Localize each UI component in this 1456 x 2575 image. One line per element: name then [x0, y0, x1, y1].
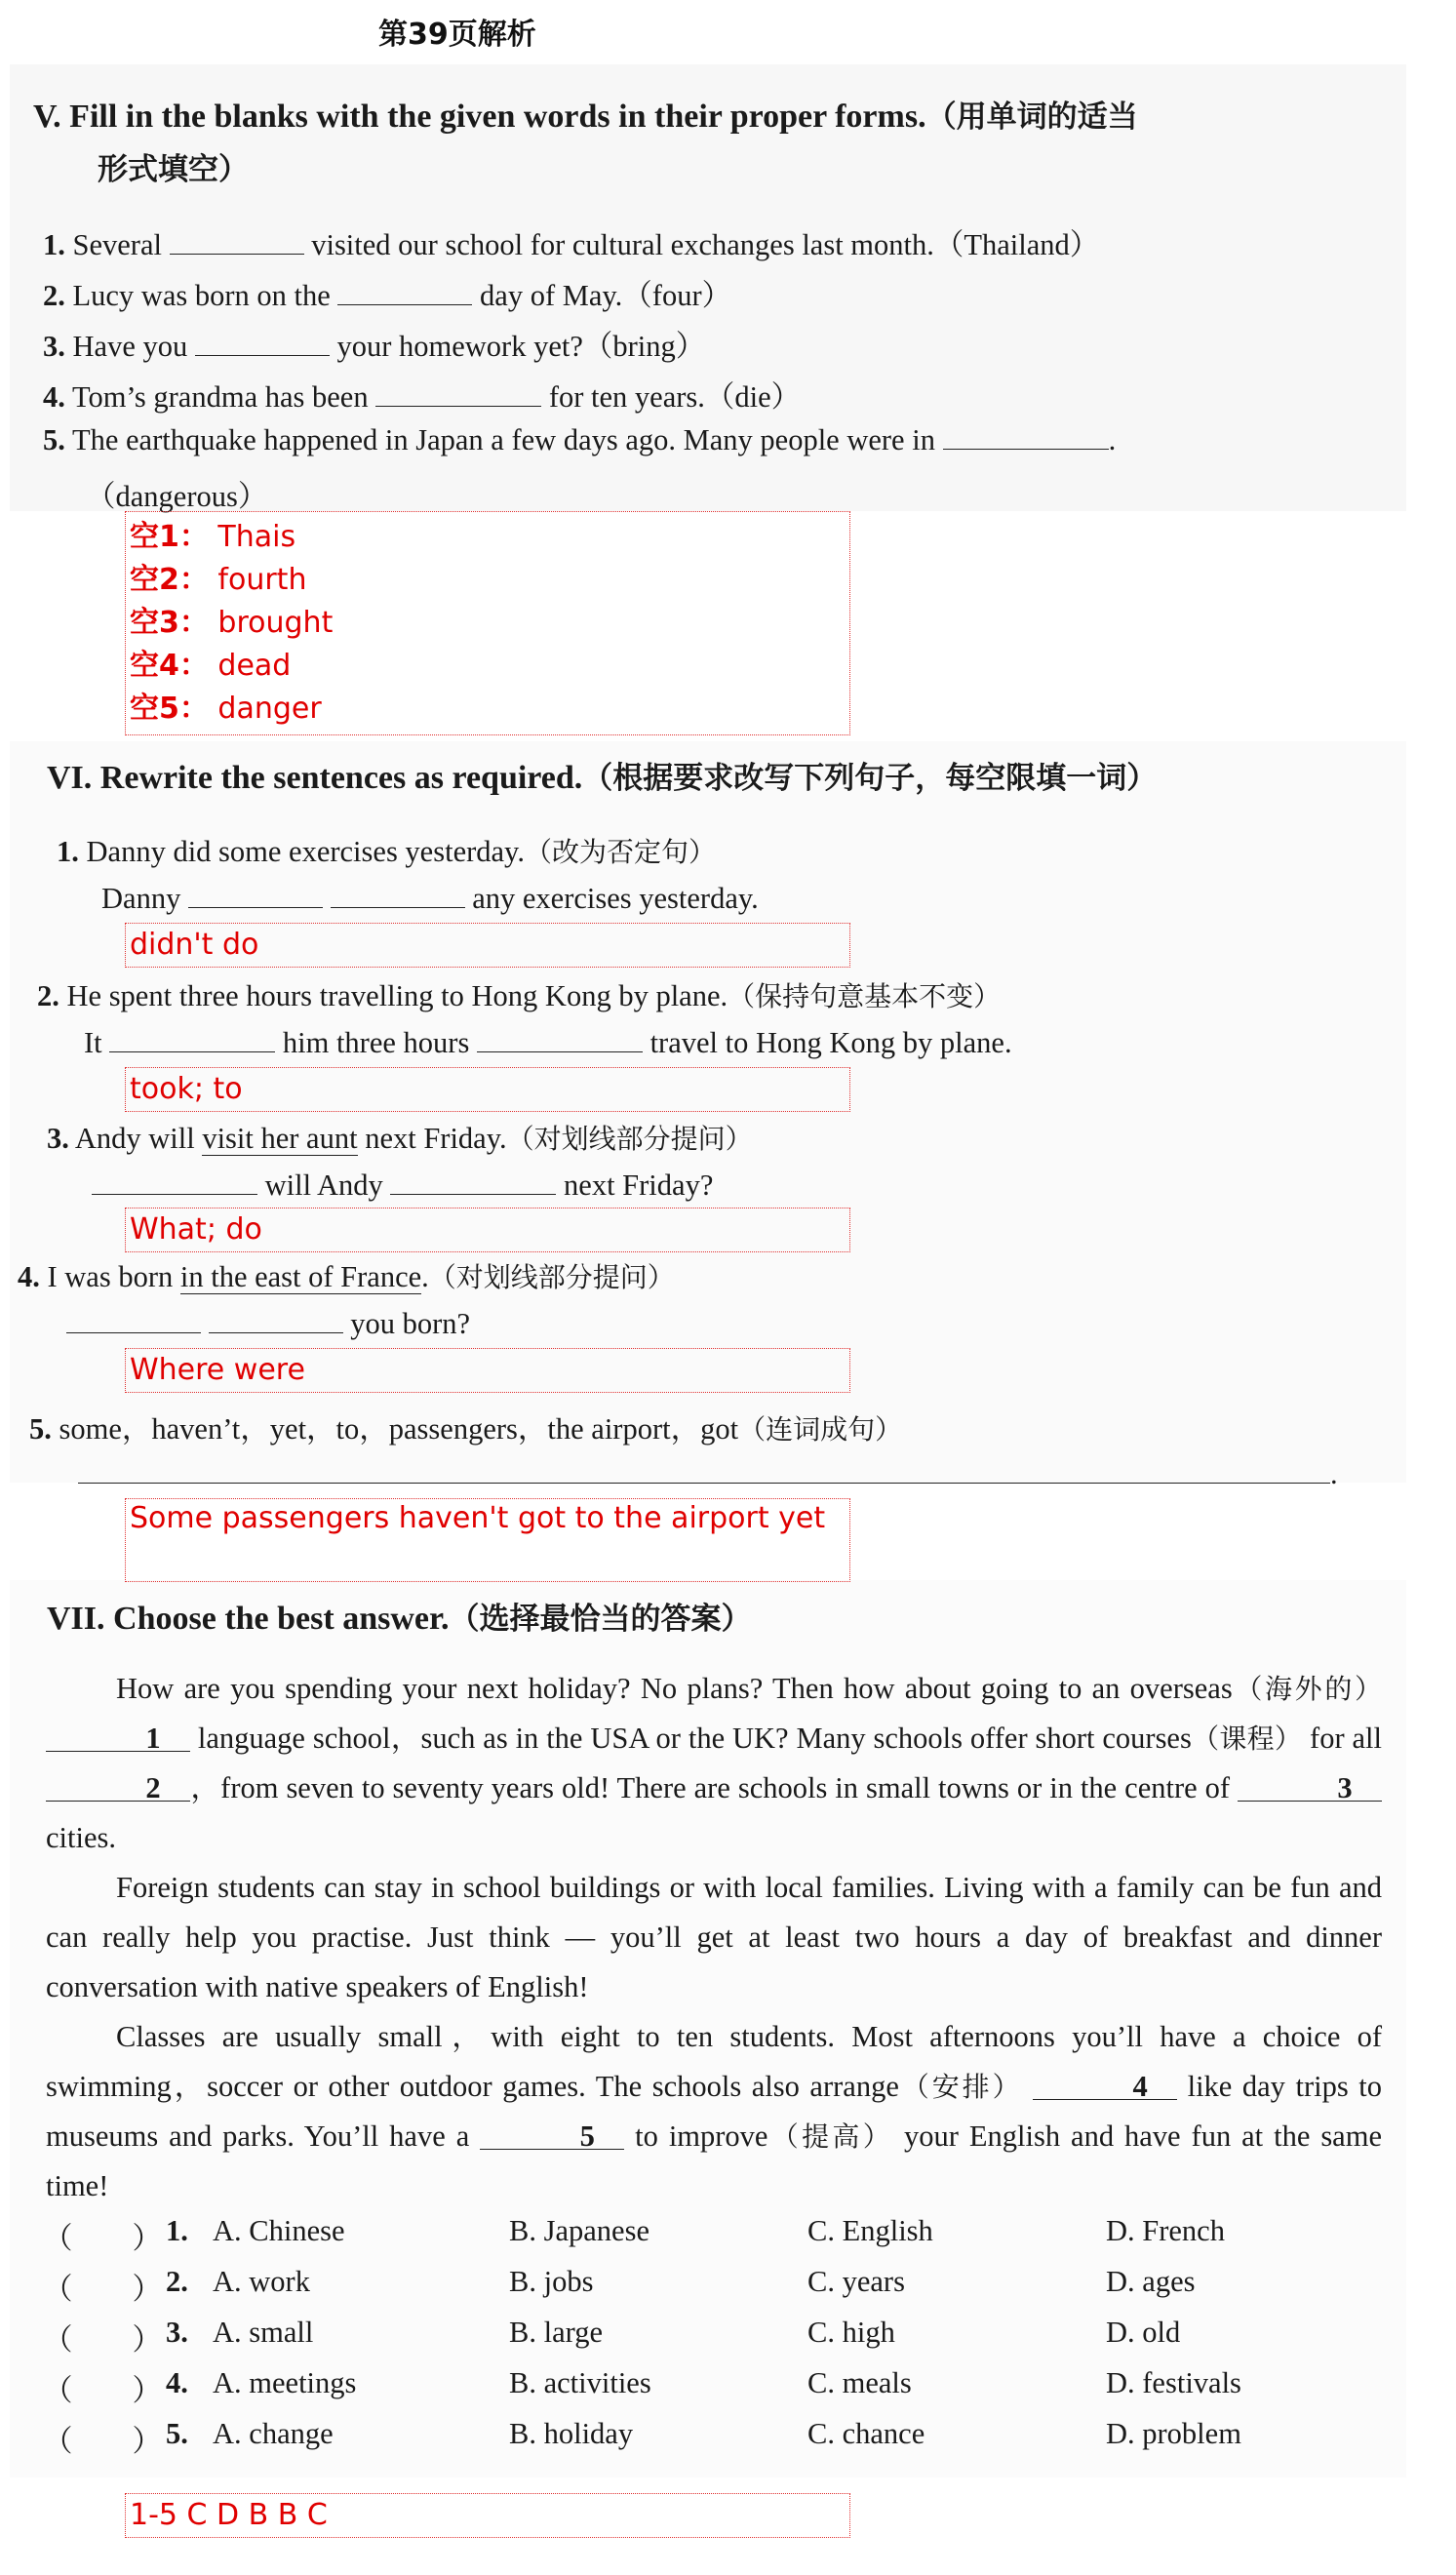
- blank-5[interactable]: 5: [480, 2123, 624, 2150]
- answer-paren[interactable]: （ ）: [43, 2222, 162, 2255]
- blank-1[interactable]: 1: [46, 1725, 190, 1752]
- s5-item-5: 5. The earthquake happened in Japan a few days ago. Many people were in .: [43, 423, 1117, 456]
- s6-q4-line1: 4. I was born in the east of France.（对划线部分提问）: [18, 1260, 675, 1293]
- answer-line-3: 空3： brought: [130, 606, 334, 640]
- option-d[interactable]: D. festivals: [1106, 2366, 1241, 2399]
- section7-heading: VII. Choose the best answer.（选择最恰当的答案）: [47, 1601, 752, 1637]
- blank[interactable]: [477, 1026, 643, 1052]
- s6-q1-answer: didn't do: [125, 923, 850, 968]
- option-a[interactable]: A. small: [213, 2316, 314, 2349]
- blank[interactable]: [66, 1307, 201, 1333]
- s6-q3-line1: 3. Andy will visit her aunt next Friday.（对划线部分提问）: [47, 1122, 753, 1155]
- answer-line-2: 空2： fourth: [130, 563, 307, 597]
- answer-line-5: 空5： danger: [130, 692, 322, 726]
- blank-2[interactable]: 2: [46, 1775, 190, 1802]
- s6-q1-line2: Danny any exercises yesterday.: [101, 882, 759, 915]
- blank[interactable]: [195, 330, 330, 356]
- s5-item-3: 3. Have you your homework yet?（bring）: [43, 330, 706, 363]
- section6-heading: VI. Rewrite the sentences as required.（根据要求改写下列句子，每空限填一词）: [47, 760, 1158, 796]
- option-a[interactable]: A. work: [213, 2265, 310, 2298]
- s6-q2-line2: It him three hours travel to Hong Kong by plane.: [84, 1026, 1012, 1059]
- passage-paragraph-2: Foreign students can stay in school buildings or with local families. Living with a family can be fun and can really help you practise. Just think — you’ll get at least two hours a day of breakfast and dinner conversation with native speakers of English!: [46, 1871, 1382, 2003]
- answer-paren[interactable]: （ ）: [43, 2323, 162, 2357]
- option-b[interactable]: B. large: [509, 2316, 603, 2349]
- option-a[interactable]: A. Chinese: [213, 2214, 345, 2247]
- s6-q5-answer: Some passengers haven't got to the airport yet: [125, 1498, 850, 1582]
- option-row-5: （ ） 5. A. change B. holiday C. chance D. problem: [43, 2417, 1241, 2458]
- option-b[interactable]: B. activities: [509, 2366, 651, 2399]
- answer-line-4: 空4： dead: [130, 649, 292, 683]
- s6-q2-line1: 2. He spent three hours travelling to Hong Kong by plane.（保持句意基本不变）: [37, 979, 1002, 1012]
- passage-paragraph-1: How are you spending your next holiday? No plans? Then how about going to an overseas（海外的） 1 language school，such as in the USA or the UK? Many schools offer short courses（课程） for all 2 ，from seven to seventy years old! There are schools in small towns or in the centre of 3 cities.: [46, 1672, 1382, 1854]
- option-c[interactable]: C. meals: [807, 2366, 912, 2399]
- blank-3[interactable]: 3: [1238, 1775, 1382, 1802]
- s5-item-1: 1. Several visited our school for cultural exchanges last month.（Thailand）: [43, 228, 1100, 261]
- s6-q4-line2: you born?: [66, 1307, 470, 1341]
- s6-q1-line1: 1. Danny did some exercises yesterday.（改为否定句）: [57, 835, 716, 868]
- s5-answer-box: [125, 511, 850, 735]
- option-c[interactable]: C. high: [807, 2316, 895, 2349]
- s7-answer: 1-5 C D B B C: [125, 2493, 850, 2538]
- s6-q3-answer: What; do: [125, 1208, 850, 1252]
- option-row-4: （ ） 4. A. meetings B. activities C. meals D. festivals: [43, 2366, 1241, 2407]
- option-row-2: （ ） 2. A. work B. jobs C. years D. ages: [43, 2265, 1196, 2306]
- option-b[interactable]: B. Japanese: [509, 2214, 649, 2247]
- blank[interactable]: [337, 279, 472, 305]
- blank[interactable]: [170, 228, 304, 255]
- option-d[interactable]: D. ages: [1106, 2265, 1196, 2298]
- passage-paragraph-3: Classes are usually small，with eight to ten students. Most afternoons you’ll have a choice of swimming，soccer or other outdoor games. The schools also arrange（安排） 4 like day trips to museums and parks. You’ll have a 5 to improve（提高） your English and have fun at the same time!: [46, 2020, 1382, 2202]
- option-b[interactable]: B. jobs: [509, 2265, 594, 2298]
- s5-item-2: 2. Lucy was born on the day of May.（four）: [43, 279, 732, 312]
- blank[interactable]: [375, 380, 541, 407]
- s5-item-5-hint: （dangerous）: [86, 480, 268, 513]
- option-a[interactable]: A. meetings: [213, 2366, 357, 2399]
- s6-q4-answer: Where were: [125, 1348, 850, 1393]
- option-row-3: （ ） 3. A. small B. large C. high D. old: [43, 2316, 1181, 2357]
- answer-paren[interactable]: （ ）: [43, 2425, 162, 2458]
- blank[interactable]: [331, 882, 465, 908]
- section5-heading: V. Fill in the blanks with the given words in their proper forms.（用单词的适当: [33, 99, 1138, 135]
- option-d[interactable]: D. French: [1106, 2214, 1225, 2247]
- option-row-1: （ ） 1. A. Chinese B. Japanese C. English D. French: [43, 2214, 1225, 2255]
- s6-q3-line2: will Andy next Friday?: [92, 1169, 713, 1203]
- option-c[interactable]: C. chance: [807, 2417, 925, 2450]
- blank[interactable]: [390, 1169, 556, 1195]
- blank[interactable]: [92, 1169, 257, 1195]
- s6-q2-answer: took; to: [125, 1067, 850, 1112]
- option-a[interactable]: A. change: [213, 2417, 334, 2450]
- blank[interactable]: [209, 1307, 343, 1333]
- answer-line-1: 空1： Thais: [130, 520, 296, 554]
- option-d[interactable]: D. problem: [1106, 2417, 1241, 2450]
- page-title: 第39页解析: [378, 18, 536, 52]
- blank[interactable]: [943, 423, 1109, 450]
- blank[interactable]: [78, 1457, 1330, 1484]
- option-d[interactable]: D. old: [1106, 2316, 1181, 2349]
- option-c[interactable]: C. English: [807, 2214, 933, 2247]
- option-c[interactable]: C. years: [807, 2265, 905, 2298]
- s5-item-4: 4. Tom’s grandma has been for ten years.（die）: [43, 380, 802, 414]
- blank-4[interactable]: 4: [1033, 2074, 1177, 2100]
- option-b[interactable]: B. holiday: [509, 2417, 634, 2450]
- passage: [46, 1664, 1382, 2211]
- s6-q5-line1: 5. some，haven’t，yet，to，passengers，the airport，got（连词成句）: [29, 1412, 903, 1446]
- blank[interactable]: [188, 882, 323, 908]
- section5-heading-line2: 形式填空）: [98, 152, 249, 187]
- answer-paren[interactable]: （ ）: [43, 2374, 162, 2407]
- blank[interactable]: [109, 1026, 275, 1052]
- s6-q5-line2: .: [78, 1457, 1338, 1491]
- answer-paren[interactable]: （ ）: [43, 2273, 162, 2306]
